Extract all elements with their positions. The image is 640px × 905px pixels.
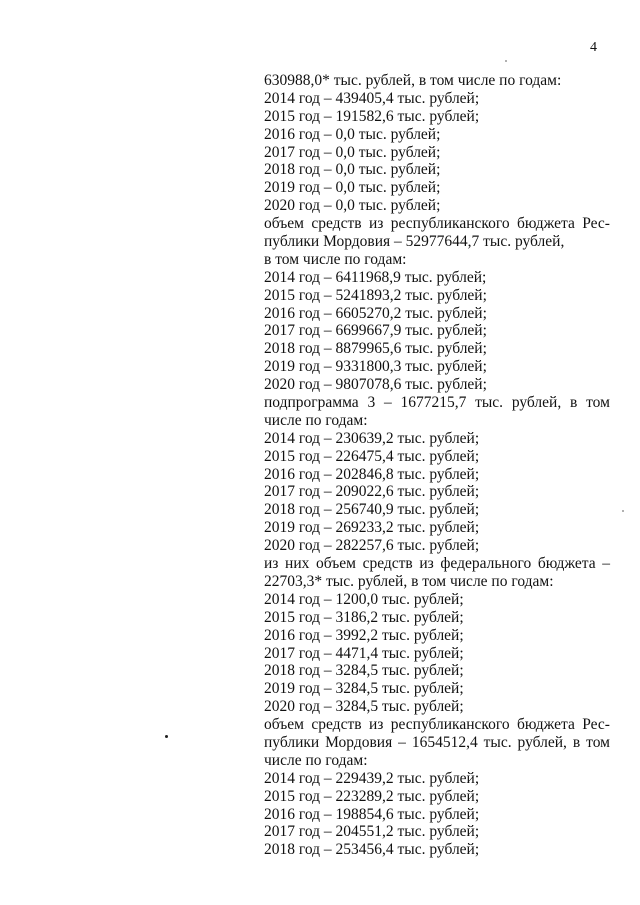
text-line: числе по годам:: [264, 411, 368, 429]
text-line: 2017 год – 209022,6 тыс. рублей;: [264, 483, 480, 501]
text-line: 2020 год – 0,0 тыс. рублей;: [264, 197, 441, 215]
text-line: в том числе по годам:: [264, 250, 407, 268]
text-line: 2019 год – 269233,2 тыс. рублей;: [264, 519, 480, 537]
text-line: 2016 год – 6605270,2 тыс. рублей;: [264, 304, 487, 322]
text-line: 2017 год – 0,0 тыс. рублей;: [264, 143, 441, 161]
text-line: из них объем средств из федерального бюджета –: [264, 555, 610, 573]
page-number: 4: [590, 40, 597, 55]
text-line: 2014 год – 230639,2 тыс. рублей;: [264, 429, 480, 447]
text-line: 2020 год – 9807078,6 тыс. рублей;: [264, 376, 487, 394]
scan-speck: [622, 510, 624, 512]
text-line: 2018 год – 0,0 тыс. рублей;: [264, 161, 441, 179]
scan-speck: [505, 60, 507, 62]
text-line: объем средств из республиканского бюджета Рес-: [264, 716, 610, 734]
text-line: 2020 год – 3284,5 тыс. рублей;: [264, 698, 464, 716]
text-line: числе по годам:: [264, 751, 368, 769]
text-line: 2019 год – 3284,5 тыс. рублей;: [264, 680, 464, 698]
document-body: [264, 72, 610, 859]
text-line: 630988,0* тыс. рублей, в том числе по годам:: [264, 72, 562, 89]
text-line: 2014 год – 229439,2 тыс. рублей;: [264, 769, 480, 787]
text-line: 2017 год – 6699667,9 тыс. рублей;: [264, 322, 487, 340]
text-line: 2015 год – 5241893,2 тыс. рублей;: [264, 286, 487, 304]
text-line: 2016 год – 202846,8 тыс. рублей;: [264, 465, 480, 483]
text-line: 2015 год – 223289,2 тыс. рублей;: [264, 787, 480, 805]
text-line: подпрограмма 3 – 1677215,7 тыс. рублей, в том: [264, 394, 610, 412]
text-line: 2014 год – 1200,0 тыс. рублей;: [264, 590, 464, 608]
text-line: публики Мордовия – 52977644,7 тыс. рублей,: [264, 233, 565, 251]
scan-mark: [165, 735, 168, 738]
text-line: 2018 год – 3284,5 тыс. рублей;: [264, 662, 464, 680]
text-line: 22703,3* тыс. рублей, в том числе по годам:: [264, 572, 554, 590]
text-line: 2018 год – 256740,9 тыс. рублей;: [264, 501, 480, 519]
text-line: 2018 год – 253456,4 тыс. рублей;: [264, 841, 480, 859]
text-line: 2018 год – 8879965,6 тыс. рублей;: [264, 340, 487, 358]
text-line: 2016 год – 3992,2 тыс. рублей;: [264, 626, 464, 644]
text-line: 2014 год – 6411968,9 тыс. рублей;: [264, 268, 487, 286]
text-line: 2019 год – 0,0 тыс. рублей;: [264, 179, 441, 197]
text-line: 2017 год – 204551,2 тыс. рублей;: [264, 823, 480, 841]
text-line: 2015 год – 226475,4 тыс. рублей;: [264, 447, 480, 465]
text-line: 2020 год – 282257,6 тыс. рублей;: [264, 537, 480, 555]
text-line: 2015 год – 191582,6 тыс. рублей;: [264, 107, 480, 125]
text-line: 2014 год – 439405,4 тыс. рублей;: [264, 89, 480, 107]
text-line: 2016 год – 0,0 тыс. рублей;: [264, 125, 441, 143]
text-line: 2015 год – 3186,2 тыс. рублей;: [264, 608, 464, 626]
text-line: 2016 год – 198854,6 тыс. рублей;: [264, 805, 480, 823]
text-line: 2017 год – 4471,4 тыс. рублей;: [264, 644, 464, 662]
text-line: 2019 год – 9331800,3 тыс. рублей;: [264, 358, 487, 376]
text-line: публики Мордовия – 1654512,4 тыс. рублей, в том: [264, 733, 610, 751]
text-line: объем средств из республиканского бюджета Рес-: [264, 215, 610, 233]
